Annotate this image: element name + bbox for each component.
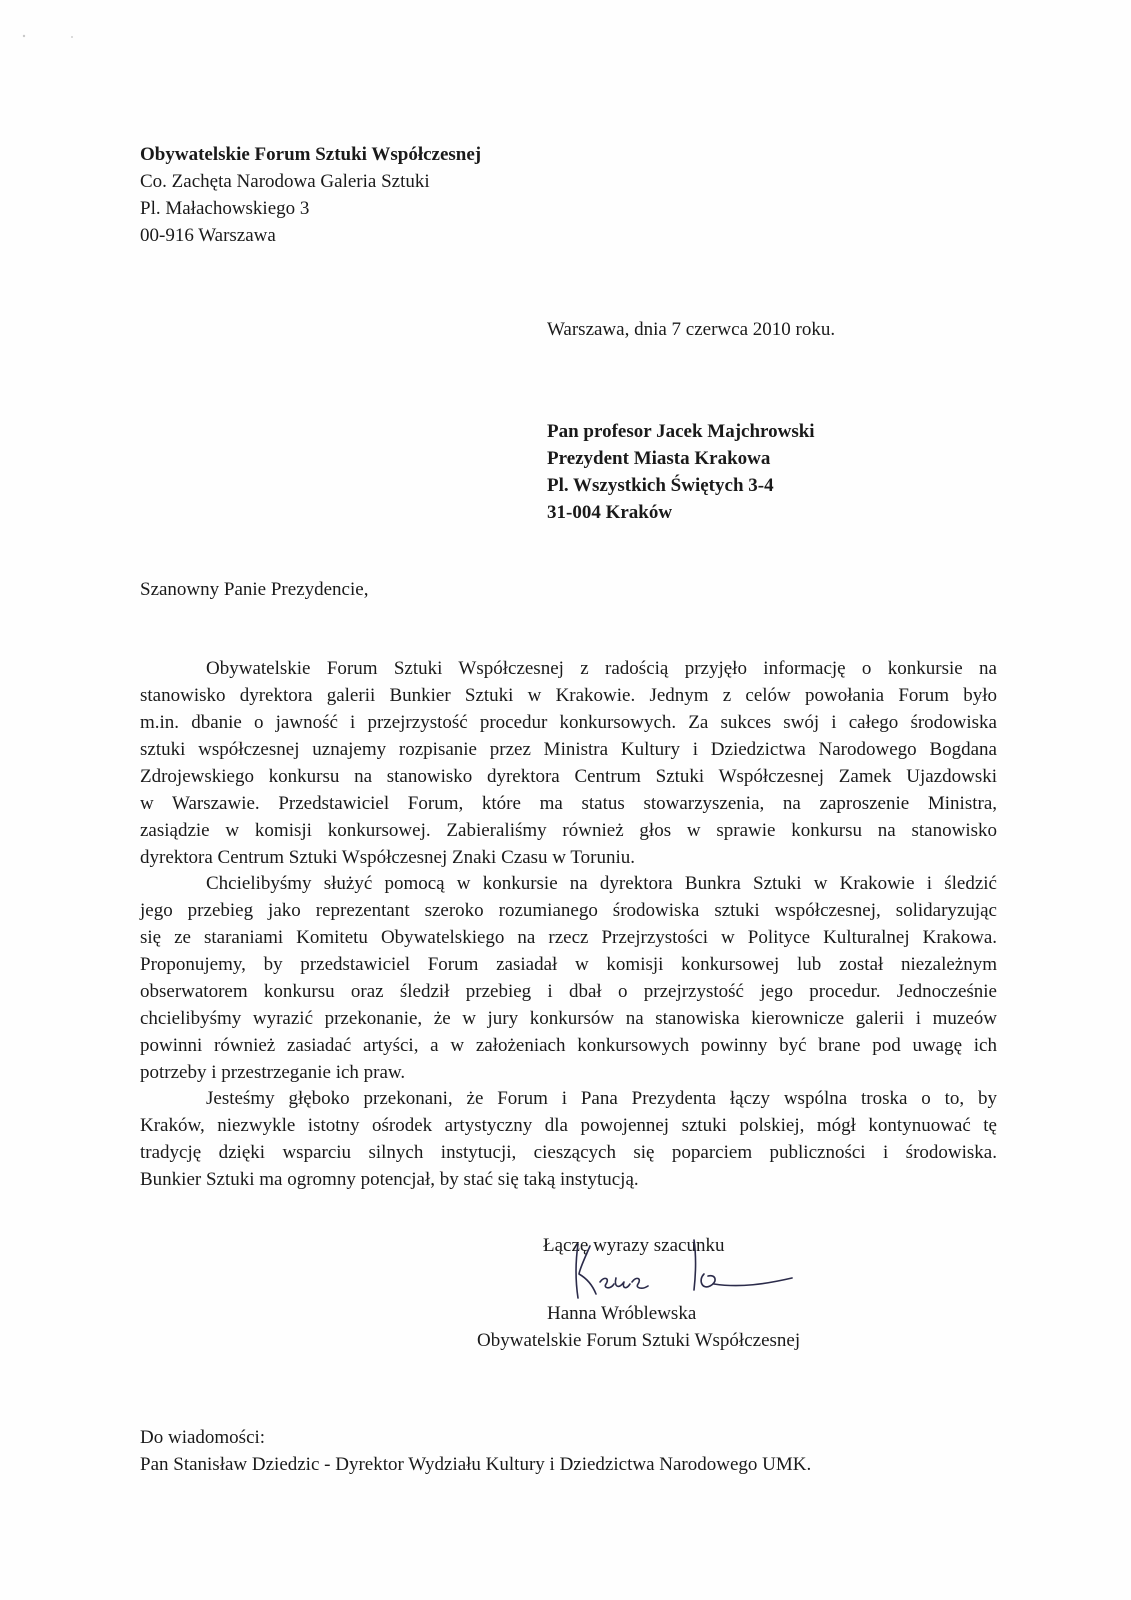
sender-line: Co. Zachęta Narodowa Galeria Sztuki xyxy=(140,171,430,192)
recipient-line: 31-004 Kraków xyxy=(547,502,673,523)
paragraph-line: stanowisko dyrektora galerii Bunkier Sztuki w Krakowie. Jednym z celów powołania Forum było xyxy=(140,685,997,706)
recipient-line: Prezydent Miasta Krakowa xyxy=(547,448,771,469)
letter-date xyxy=(547,316,835,343)
paragraph-line: Jesteśmy głęboko przekonani, że Forum i Pana Prezydenta łączy wspólna troska o to, by xyxy=(206,1088,997,1109)
recipient-line: Pan profesor Jacek Majchrowski xyxy=(547,421,815,442)
scan-speck-mark xyxy=(20,30,80,42)
paragraph-line: Kraków, niezwykle istotny ośrodek artystyczny dla powojennej sztuki polskiej, mógł kontynuować tę xyxy=(140,1115,997,1136)
body-paragraph-2 xyxy=(140,870,997,1086)
paragraph-line: m.in. dbanie o jawność i przejrzystość procedur konkursowych. Za sukces swój i całego środowiska xyxy=(140,712,997,733)
closing-text: Łączę wyrazy szacunku xyxy=(543,1235,725,1256)
sender-address xyxy=(140,141,481,249)
signer-name xyxy=(547,1300,696,1327)
paragraph-line: Zdrojewskiego konkursu na stanowisko dyrektora Centrum Sztuki Współczesnej Zamek Ujazdowski xyxy=(140,766,997,787)
sender-line: Obywatelskie Forum Sztuki Współczesnej xyxy=(140,144,482,165)
cc-heading xyxy=(140,1424,265,1451)
paragraph-line: obserwatorem konkursu oraz śledził przebieg i dbał o przejrzystość jego procedur. Jednocześnie xyxy=(140,981,997,1002)
salutation-text: Szanowny Panie Prezydencie, xyxy=(140,579,369,600)
sender-line: 00-916 Warszawa xyxy=(140,225,276,246)
cc-heading-text: Do wiadomości: xyxy=(140,1427,266,1448)
paragraph-line: Chcielibyśmy służyć pomocą w konkursie na dyrektora Bunkra Sztuki w Krakowie i śledzić xyxy=(206,873,997,894)
paragraph-line: się ze staraniami Komitetu Obywatelskiego na rzecz Przejrzystości w Polityce Kulturalnej Krakowa. xyxy=(140,927,997,948)
date-line: Warszawa, dnia 7 czerwca 2010 roku. xyxy=(547,319,836,340)
body-paragraph-3 xyxy=(140,1085,997,1193)
paragraph-line: dyrektora Centrum Sztuki Współczesnej Znaki Czasu w Toruniu. xyxy=(140,847,636,868)
recipient-line: Pl. Wszystkich Świętych 3-4 xyxy=(547,475,774,496)
paragraph-line: w Warszawie. Przedstawiciel Forum, które ma status stowarzyszenia, na zaproszenie Ministra, xyxy=(140,793,997,814)
recipient-address xyxy=(547,418,815,526)
cc-recipient-text: Pan Stanisław Dziedzic - Dyrektor Wydziału Kultury i Dziedzictwa Narodowego UMK. xyxy=(140,1454,812,1475)
paragraph-line: tradycję dzięki wsparciu silnych instytucji, cieszących się poparciem publiczności i środowiska. xyxy=(140,1142,997,1163)
signer-name-text: Hanna Wróblewska xyxy=(547,1303,697,1324)
paragraph-line: potrzeby i przestrzeganie ich praw. xyxy=(140,1062,406,1083)
signer-organization xyxy=(477,1327,800,1354)
signer-organization-text: Obywatelskie Forum Sztuki Współczesnej xyxy=(477,1330,801,1351)
paragraph-line: Proponujemy, by przedstawiciel Forum zasiadał w komisji konkursowej lub został niezależnym xyxy=(140,954,997,975)
paragraph-line: jego przebieg jako reprezentant szeroko rozumianego środowiska sztuki współczesnej, solidaryzując xyxy=(140,900,997,921)
sender-line: Pl. Małachowskiego 3 xyxy=(140,198,310,219)
cc-recipient xyxy=(140,1451,811,1478)
body-paragraph-1 xyxy=(140,655,997,871)
paragraph-line: zasiądzie w komisji konkursowej. Zabieraliśmy również głos w sprawie konkursu na stanowisko xyxy=(140,820,997,841)
paragraph-line: chcielibyśmy wyrazić przekonanie, że w jury konkursów na stanowiska kierownicze galerii i muzeów xyxy=(140,1008,997,1029)
paragraph-line: powinni również zasiadać artyści, a w założeniach konkursowych powinny być brane pod uwagę ich xyxy=(140,1035,997,1056)
paragraph-line: sztuki współczesnej uznajemy rozpisanie przez Ministra Kultury i Dziedzictwa Narodowego Bogdana xyxy=(140,739,997,760)
paragraph-line: Obywatelskie Forum Sztuki Współczesnej z radością przyjęło informację o konkursie na xyxy=(206,658,997,679)
salutation xyxy=(140,576,368,603)
paragraph-line: Bunkier Sztuki ma ogromny potencjał, by stać się taką instytucją. xyxy=(140,1169,639,1190)
